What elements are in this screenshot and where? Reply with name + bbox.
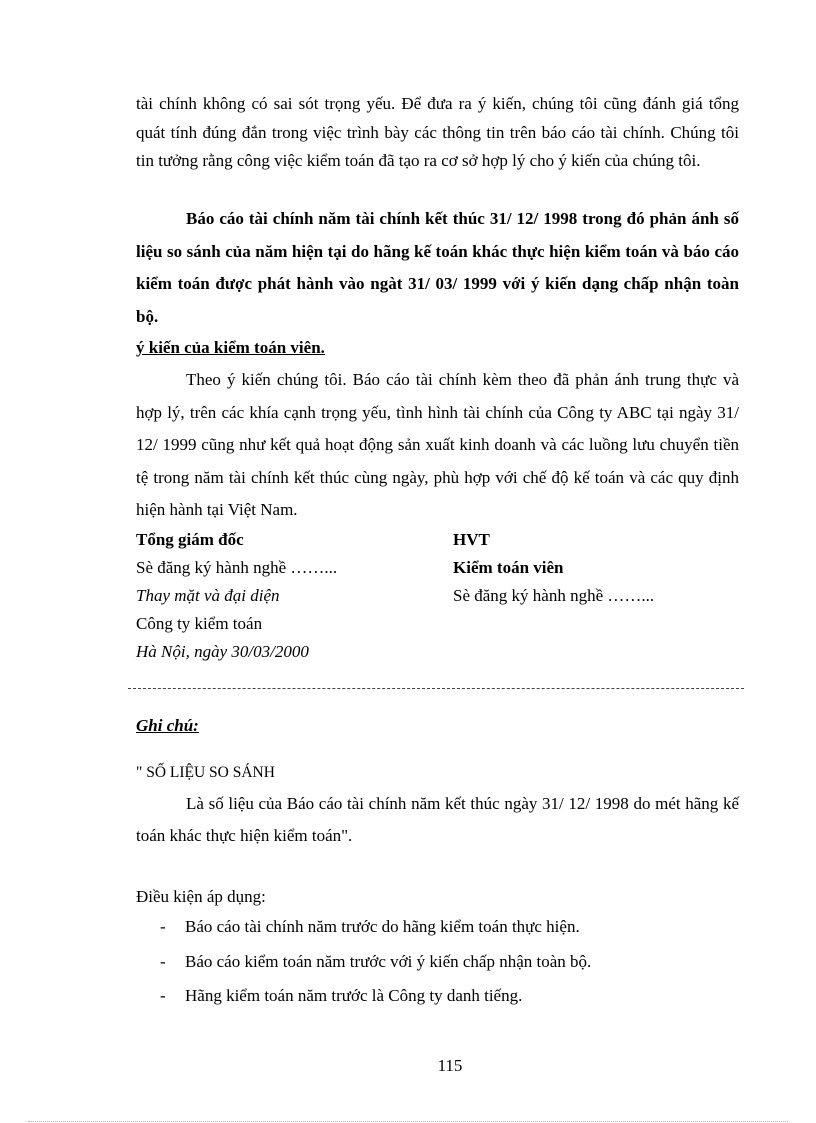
signature-left-title: Tổng giám đốc [136,530,244,549]
conditions-title: Điều kiện áp dụng: [136,887,266,906]
conditions-list [160,917,591,1021]
condition-text: Báo cáo tài chính năm trước do hãng kiểm toán thực hiện. [185,917,580,936]
paragraph-audit-basis: tài chính không có sai sót trọng yếu. Để đưa ra ý kiến, chúng tôi cũng đánh giá tổng quát tính đúng đắn trong việc trình bày các thông tin trên báo cáo tài chính. Chúng tôi tin tưởng rằng công việc kiểm toán đã tạo ra cơ sở hợp lý cho ý kiến của chúng tôi. [136,94,739,170]
signature-right-reg: Sè đăng ký hành nghề ……... [453,586,655,605]
list-item [160,952,591,987]
condition-text: Báo cáo kiểm toán năm trước với ý kiến chấp nhận toàn bộ. [185,951,592,971]
note-quote-heading: " SỐ LIỆU SO SÁNH [136,764,275,781]
paragraph-opinion: Theo ý kiến chúng tôi. Báo cáo tài chính kèm theo đã phản ánh trung thực và hợp lý, trên các khía cạnh trọng yếu, tình hình tài chính của Công ty ABC tại ngày 31/ 12/ 1999 cũng như kết quả hoạt động sản xuất kinh doanh và các luồng lưu chuyển tiền tệ trong năm tài chính kết thúc cùng ngày, phù hợp với chế độ kế toán và các quy định hiện hành tại Việt Nam. [136,370,739,519]
opinion-heading: ý kiến của kiểm toán viên. [136,338,325,357]
list-item [160,986,591,1021]
signature-right-role: Kiểm toán viên [453,558,564,577]
signature-left-reg: Sè đăng ký hành nghề ……... [136,558,338,577]
bullet-dash: - [160,986,166,1005]
signature-left-behalf: Thay mặt và đại diện [136,586,280,605]
note-quote-body: Là số liệu của Báo cáo tài chính năm kết thúc ngày 31/ 12/ 1998 do mét hãng kế toán khác thực hiện kiểm toán". [136,794,739,845]
paragraph-prior-year-note: Báo cáo tài chính năm tài chính kết thúc 31/ 12/ 1998 trong đó phản ánh số liệu so sánh của năm hiện tại do hãng kế toán khác thực hiện kiểm toán và báo cáo kiểm toán được phát hành vào ngàt 31/ 03/ 1999 với ý kiến dạng chấp nhận toàn bộ. [136,209,739,326]
page-number: 115 [437,1056,463,1075]
bullet-dash: - [160,917,166,936]
signature-left-place-date: Hà Nội, ngày 30/03/2000 [136,642,309,661]
list-item [160,917,591,952]
signature-right [453,526,654,610]
bullet-dash: - [160,951,166,971]
footer-divider [28,1121,788,1122]
signature-left-company: Công ty kiểm toán [136,614,263,633]
condition-text: Hãng kiểm toán năm trước là Công ty danh tiếng. [185,986,523,1005]
note-title: Ghi chú: [136,716,199,735]
dashed-separator [128,688,744,689]
signature-left [136,526,337,666]
signature-right-name: HVT [453,530,490,549]
